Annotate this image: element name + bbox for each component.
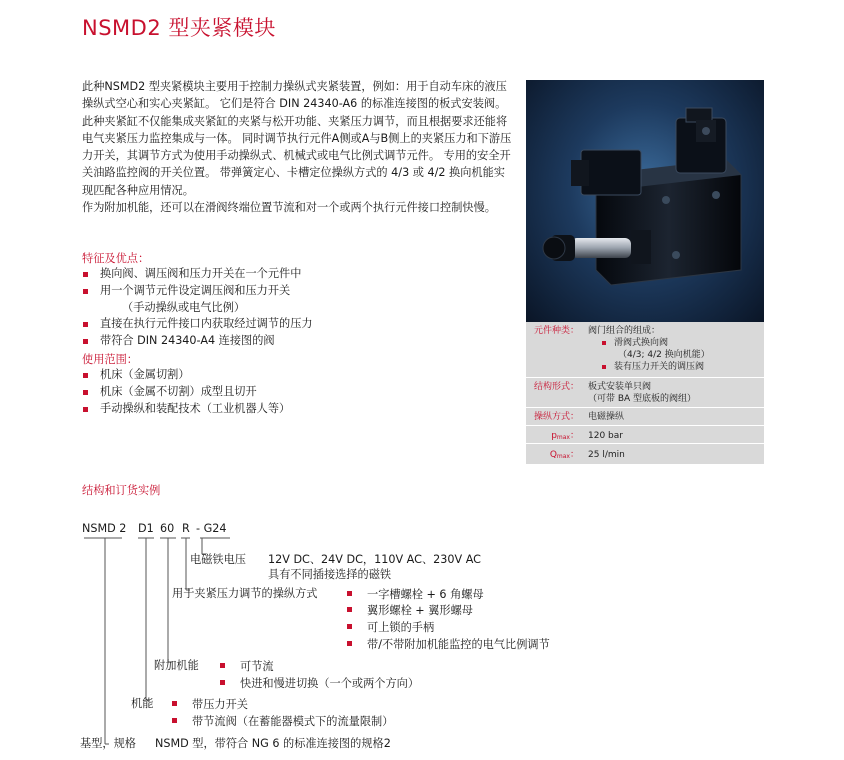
bullet-icon xyxy=(220,680,225,685)
bullet-icon xyxy=(347,607,352,612)
spec-value: 板式安装单只阀 （可带 BA 型底板的阀组） xyxy=(588,382,697,404)
voltage-note: 具有不同插接选择的磁铁 xyxy=(268,568,392,581)
list-item: 带压力开关 xyxy=(172,696,248,712)
code-function: D1 xyxy=(138,522,154,535)
list-item: 机床（金属切割） xyxy=(82,367,512,384)
bullet-icon xyxy=(347,641,352,646)
list-item: 手动操纵和装配技术（工业机器人等） xyxy=(82,401,512,418)
spec-value: 120 bar xyxy=(588,431,623,441)
list-item: 一字槽螺栓 + 6 角螺母 xyxy=(347,586,484,602)
features-heading: 特征及优点： xyxy=(82,252,150,265)
spec-label: 元件种类： xyxy=(533,326,579,336)
voltage-value: 12V DC、24V DC，110V AC、230V AC xyxy=(268,553,481,566)
bullet-icon xyxy=(347,591,352,596)
spec-label: 操纵方式： xyxy=(533,412,579,422)
code-voltage: - G24 xyxy=(196,522,227,535)
base-value: NSMD 型，带符合 NG 6 的标准连接图的规格2 xyxy=(155,737,391,750)
ordering-heading: 结构和订货实例 xyxy=(82,484,161,497)
list-item: 带/不带附加机能监控的电气比例调节 xyxy=(347,636,550,652)
spec-value: 阀门组合的组成： 滑阀式换向阀 （4/3; 4/2 换向机能） 装有压力开关的调压阀 xyxy=(588,326,710,372)
bullet-icon xyxy=(347,624,352,629)
list-item: 机床（金属不切割）成型且切开 xyxy=(82,384,512,401)
bullet-icon xyxy=(220,663,225,668)
list-item: 可上锁的手柄 xyxy=(347,619,434,635)
code-additional: 60 xyxy=(160,522,175,535)
spec-label: pmax： xyxy=(551,431,579,441)
bullet-icon xyxy=(172,718,177,723)
list-item: 带符合 DIN 24340-A4 连接图的阀 xyxy=(82,333,512,350)
list-item: 翼形螺栓 + 翼形螺母 xyxy=(347,602,473,618)
list-item: 带节流阀（在蓄能器模式下的流量限制） xyxy=(172,713,393,729)
base-label: 基型，规格 xyxy=(80,737,136,750)
list-item: 可节流 xyxy=(220,658,274,674)
additional-label: 附加机能 xyxy=(154,659,199,672)
intro-paragraph: 作为附加机能，还可以在滑阀终端位置节流和对一个或两个执行元件接口控制快慢。 xyxy=(82,201,496,215)
voltage-label: 电磁铁电压 xyxy=(190,553,246,566)
bullet-icon xyxy=(172,701,177,706)
spec-value: 25 l/min xyxy=(588,450,625,460)
operation-label: 用于夹紧压力调节的操纵方式 xyxy=(172,587,318,600)
list-item: 快进和慢进切换（一个或两个方向） xyxy=(220,675,419,691)
code-operation: R xyxy=(182,522,190,535)
spec-value: 电磁操纵 xyxy=(588,412,625,422)
list-item: （手动操纵或电气比例） xyxy=(122,300,246,314)
function-label: 机能 xyxy=(131,697,154,710)
spec-label: Qmax： xyxy=(549,450,579,460)
applications-heading: 使用范围： xyxy=(82,353,138,366)
page-title: NSMD2 型夹紧模块 xyxy=(82,16,276,40)
spec-label: 结构形式： xyxy=(533,382,579,392)
intro-paragraph: 此种NSMD2 型夹紧模块主要用于控制力操纵式夹紧装置，例如：用于自动车床的液压操纵式空心和实心夹紧缸。 它们是符合 DIN 24340-A6 的标准连接图的板式安装阀。 此种夹紧缸不仅能集成夹紧缸的夹紧与松开功能、夹紧压力调节，而且根据要求还能将电气夹紧压力监控集成与一体。 同时调节执行元件A侧或A与B侧上的夹紧压力和下游压力开关，其调节方式为使用手动操纵式、机械式或电气比例式调节元件。 专用的安全开关油路监控阀的开关位置。 带弹簧定心、卡槽定位操纵方式的 4/3 或 4/2 换向机能实现匹配各种应用情况。 xyxy=(82,80,512,197)
list-item: 直接在执行元件接口内获取经过调节的压力 xyxy=(82,316,512,333)
code-base: NSMD 2 xyxy=(82,522,127,535)
list-item: 用一个调节元件设定调压阀和压力开关 xyxy=(82,283,512,300)
list-item: 换向阀、调压阀和压力开关在一个元件中 xyxy=(82,266,512,283)
